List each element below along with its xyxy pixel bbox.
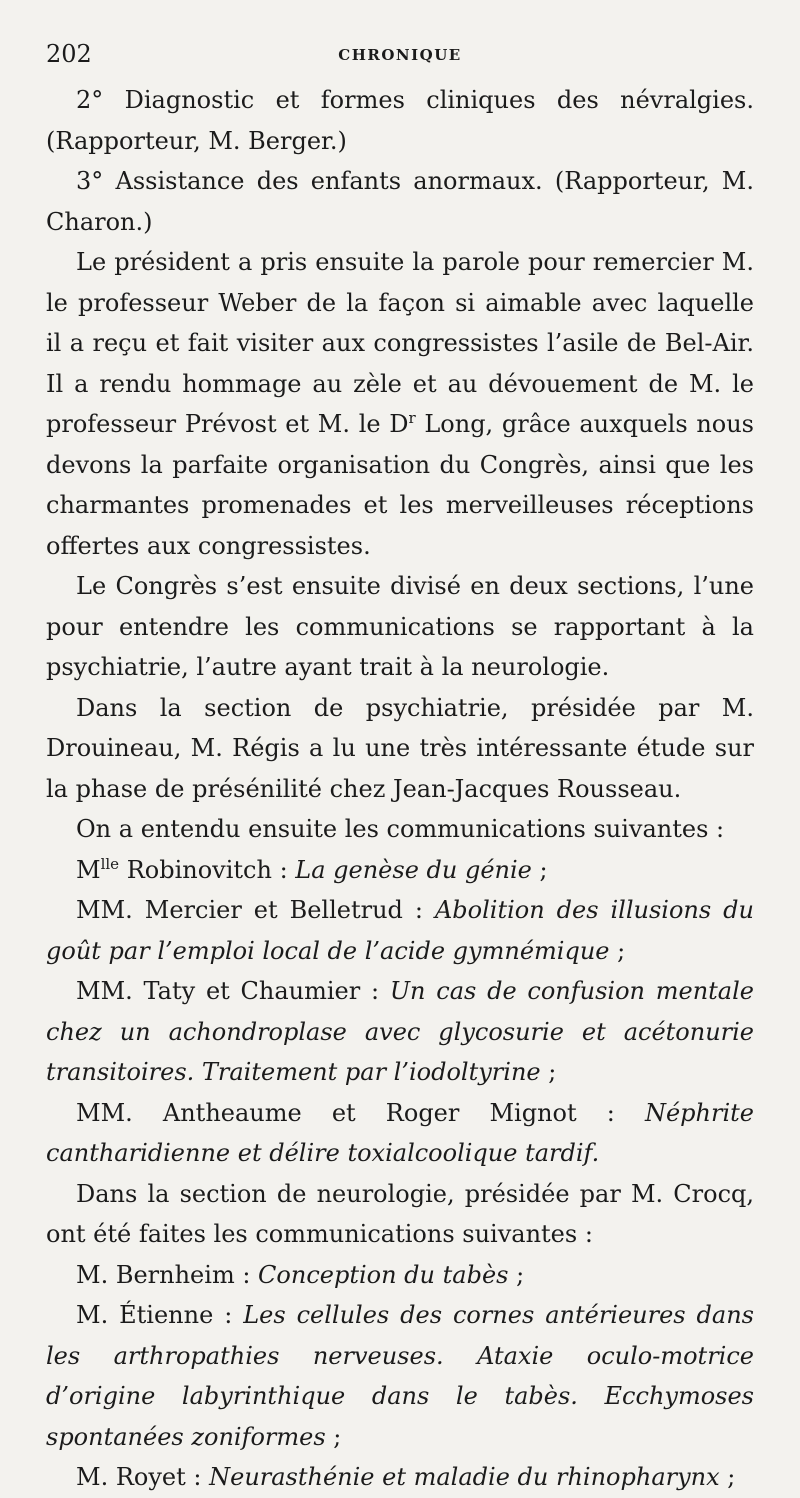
text-run: MM. Mercier et Belletrud : [76, 896, 435, 924]
paragraph-p2 [46, 161, 754, 242]
paragraph-p1 [46, 80, 754, 161]
text-run: Long, grâce auxquels nous devons la parfaite organisation du Congrès, ainsi que les charmantes promenades et les merveilleuses réceptions offertes aux congressistes. [46, 410, 755, 560]
text-run: ; [325, 1422, 342, 1451]
paragraph-p8 [46, 890, 754, 971]
paragraph-p12 [46, 1255, 754, 1296]
work-title: Néphrite cantharidienne et délire toxialcoolique tardif. [46, 1098, 754, 1167]
text-run: Robinovitch : [119, 855, 296, 884]
text-run: M. Bernheim : [76, 1260, 259, 1289]
paragraph-p5 [46, 688, 754, 810]
text-run: Dans la section de psychiatrie, présidée par M. Drouineau, M. Régis a lu une très intéressante étude sur la phase de présénilité chez Jean-Jacques Rousseau. [46, 693, 754, 803]
superscript: lle [100, 854, 120, 873]
work-title: Les cellules des cornes antérieures dans les arthropathies nerveuses. Ataxie oculo-motrice d’origine labyrinthique dans le tabès. Ecchymoses spontanées zoniformes [46, 1301, 754, 1451]
text-run: On a entendu ensuite les communications suivantes : [76, 815, 725, 843]
paragraph-p4 [46, 566, 754, 688]
text-run: ; [531, 855, 548, 884]
running-head: CHRONIQUE [338, 46, 462, 64]
page-number: 202 [46, 40, 92, 68]
text-run: M. Étienne : [76, 1301, 244, 1329]
text-run: Le Congrès s’est ensuite divisé en deux sections, l’une pour entendre les communications se rapportant à la psychiatrie, l’autre ayant trait à la neurologie. [46, 572, 754, 681]
text-run: MM. Antheaume et Roger Mignot : [76, 1098, 645, 1127]
text-run: 3° Assistance des enfants anormaux. (Rapporteur, M. Charon.) [46, 167, 754, 236]
text-run: Dans la section de neurologie, présidée par M. Crocq, ont été faites les communications suivantes : [46, 1179, 754, 1248]
text-run: Le président a pris ensuite la parole pour remercier M. le professeur Weber de la façon si aimable avec laquelle il a reçu et fait visiter aux congressistes l’asile de Bel-Air. Il a rendu hommage au zèle et au dévouement de M. le professeur Prévost et M. le D [46, 248, 754, 438]
work-title: Conception du tabès [258, 1260, 509, 1289]
text-run: ; [540, 1058, 557, 1086]
paragraph-p6 [46, 809, 754, 850]
work-title: Abolition des illusions du goût par l’emploi local de l’acide gymnémique [46, 896, 754, 965]
body-text [46, 80, 754, 1498]
work-title: Un cas de confusion mentale chez un achondroplase avec glycosurie et acétonurie transitoires. Traitement par l’iodoltyrine [46, 977, 754, 1086]
work-title: Neurasthénie et maladie du rhinopharynx [209, 1463, 720, 1491]
text-run: ; [609, 936, 626, 965]
text-run: ; [719, 1463, 736, 1491]
work-title: La genèse du génie [295, 855, 532, 884]
paragraph-p11 [46, 1174, 754, 1255]
page-header [46, 40, 754, 80]
text-run: M. Royet : [76, 1463, 210, 1491]
paragraph-p7 [46, 850, 754, 891]
paragraph-p3 [46, 242, 754, 566]
text-run: M [76, 855, 101, 884]
paragraph-p9 [46, 971, 754, 1093]
paragraph-p13 [46, 1295, 754, 1457]
text-run: ; [508, 1260, 525, 1289]
paragraph-p14 [46, 1457, 754, 1498]
text-run: MM. Taty et Chaumier : [76, 977, 390, 1005]
text-run: 2° Diagnostic et formes cliniques des névralgies. (Rapporteur, M. Berger.) [46, 86, 754, 155]
superscript: r [408, 409, 416, 427]
paragraph-p10 [46, 1093, 754, 1174]
